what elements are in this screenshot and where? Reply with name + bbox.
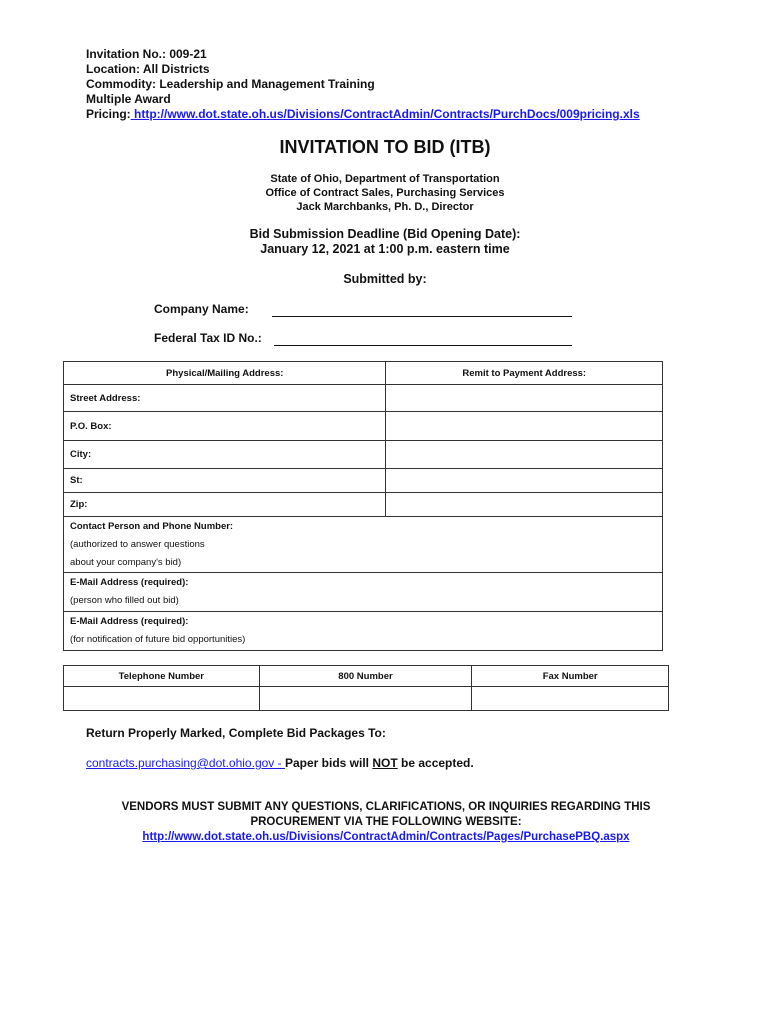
agency-line-2: Office of Contract Sales, Purchasing Services — [265, 187, 505, 199]
800-number-header: 800 Number — [259, 666, 472, 687]
paper-bids-not: NOT — [372, 756, 398, 770]
email-notification-cell[interactable] — [64, 612, 663, 651]
header-block — [86, 47, 640, 122]
return-line — [86, 756, 474, 770]
company-name-label: Company Name: — [154, 302, 249, 316]
contact-person-cell[interactable] — [64, 517, 663, 573]
federal-tax-id-label: Federal Tax ID No.: — [154, 331, 262, 345]
physical-address-header: Physical/Mailing Address: — [64, 362, 386, 385]
fax-number-input-cell[interactable] — [472, 687, 669, 711]
email-bidder-cell[interactable] — [64, 573, 663, 612]
remit-zip-cell[interactable] — [386, 493, 663, 517]
zip-cell[interactable]: Zip: — [64, 493, 386, 517]
company-name-field[interactable] — [272, 316, 572, 317]
state-row — [64, 469, 663, 493]
remit-po-box-cell[interactable] — [386, 412, 663, 441]
return-heading: Return Properly Marked, Complete Bid Packages To: — [86, 726, 386, 740]
fax-number-header: Fax Number — [472, 666, 669, 687]
street-row — [64, 385, 663, 412]
email-bidder-note: (person who filled out bid) — [70, 595, 179, 606]
email-notification-note: (for notification of future bid opportunities) — [70, 634, 246, 645]
vendors-notice — [66, 800, 706, 845]
pricing-line — [86, 107, 640, 122]
return-email-link[interactable]: contracts.purchasing@dot.ohio.gov - — [86, 756, 285, 770]
telephone-header: Telephone Number — [64, 666, 260, 687]
address-header-row — [64, 362, 663, 385]
vendors-line-2: PROCUREMENT VIA THE FOLLOWING WEBSITE: — [250, 816, 522, 828]
commodity: Commodity: Leadership and Management Training — [86, 77, 375, 91]
email-notification-label: E-Mail Address (required): — [70, 616, 189, 627]
page-title: INVITATION TO BID (ITB) — [279, 137, 491, 157]
phone-table — [63, 665, 669, 711]
remit-city-cell[interactable] — [386, 441, 663, 469]
contact-label: Contact Person and Phone Number: — [70, 520, 234, 532]
contact-note-2: about your company's bid) — [70, 556, 182, 568]
street-address-cell[interactable]: Street Address: — [64, 385, 386, 412]
invitation-number: Invitation No.: 009-21 — [86, 47, 207, 61]
agency-block — [0, 172, 770, 214]
deadline-line-1: Bid Submission Deadline (Bid Opening Date): — [249, 227, 521, 241]
vendors-url-link[interactable]: http://www.dot.state.oh.us/Divisions/ContractAdmin/Contracts/Pages/PurchasePBQ.aspx — [142, 831, 630, 843]
city-row — [64, 441, 663, 469]
phone-input-row — [64, 687, 669, 711]
remit-street-cell[interactable] — [386, 385, 663, 412]
state-cell[interactable]: St: — [64, 469, 386, 493]
vendors-line-1: VENDORS MUST SUBMIT ANY QUESTIONS, CLARIFICATIONS, OR INQUIRIES REGARDING THIS — [121, 801, 651, 813]
location: Location: All Districts — [86, 62, 210, 76]
800-number-input-cell[interactable] — [259, 687, 472, 711]
award-type: Multiple Award — [86, 92, 171, 106]
deadline-block — [0, 227, 770, 257]
remit-address-header: Remit to Payment Address: — [386, 362, 663, 385]
deadline-line-2: January 12, 2021 at 1:00 p.m. eastern time — [260, 242, 510, 256]
remit-state-cell[interactable] — [386, 469, 663, 493]
po-box-cell[interactable]: P.O. Box: — [64, 412, 386, 441]
paper-bids-post: be accepted. — [397, 756, 474, 770]
phone-header-row — [64, 666, 669, 687]
agency-line-3: Jack Marchbanks, Ph. D., Director — [296, 201, 474, 213]
pricing-label: Pricing: — [86, 107, 131, 121]
po-box-row — [64, 412, 663, 441]
pricing-link[interactable]: http://www.dot.state.oh.us/Divisions/ContractAdmin/Contracts/PurchDocs/009pricing.xls — [130, 107, 640, 121]
paper-bids-pre: Paper bids will — [284, 756, 373, 770]
federal-tax-id-field[interactable] — [274, 345, 572, 346]
zip-row — [64, 493, 663, 517]
contact-row — [64, 517, 663, 573]
submitted-by: Submitted by: — [343, 272, 427, 286]
email-bidder-row — [64, 573, 663, 612]
city-cell[interactable]: City: — [64, 441, 386, 469]
contact-note-1: (authorized to answer questions — [70, 538, 205, 550]
email-notification-row — [64, 612, 663, 651]
agency-line-1: State of Ohio, Department of Transportation — [270, 173, 500, 185]
address-table — [63, 361, 663, 651]
email-bidder-label: E-Mail Address (required): — [70, 577, 189, 588]
telephone-input-cell[interactable] — [64, 687, 260, 711]
